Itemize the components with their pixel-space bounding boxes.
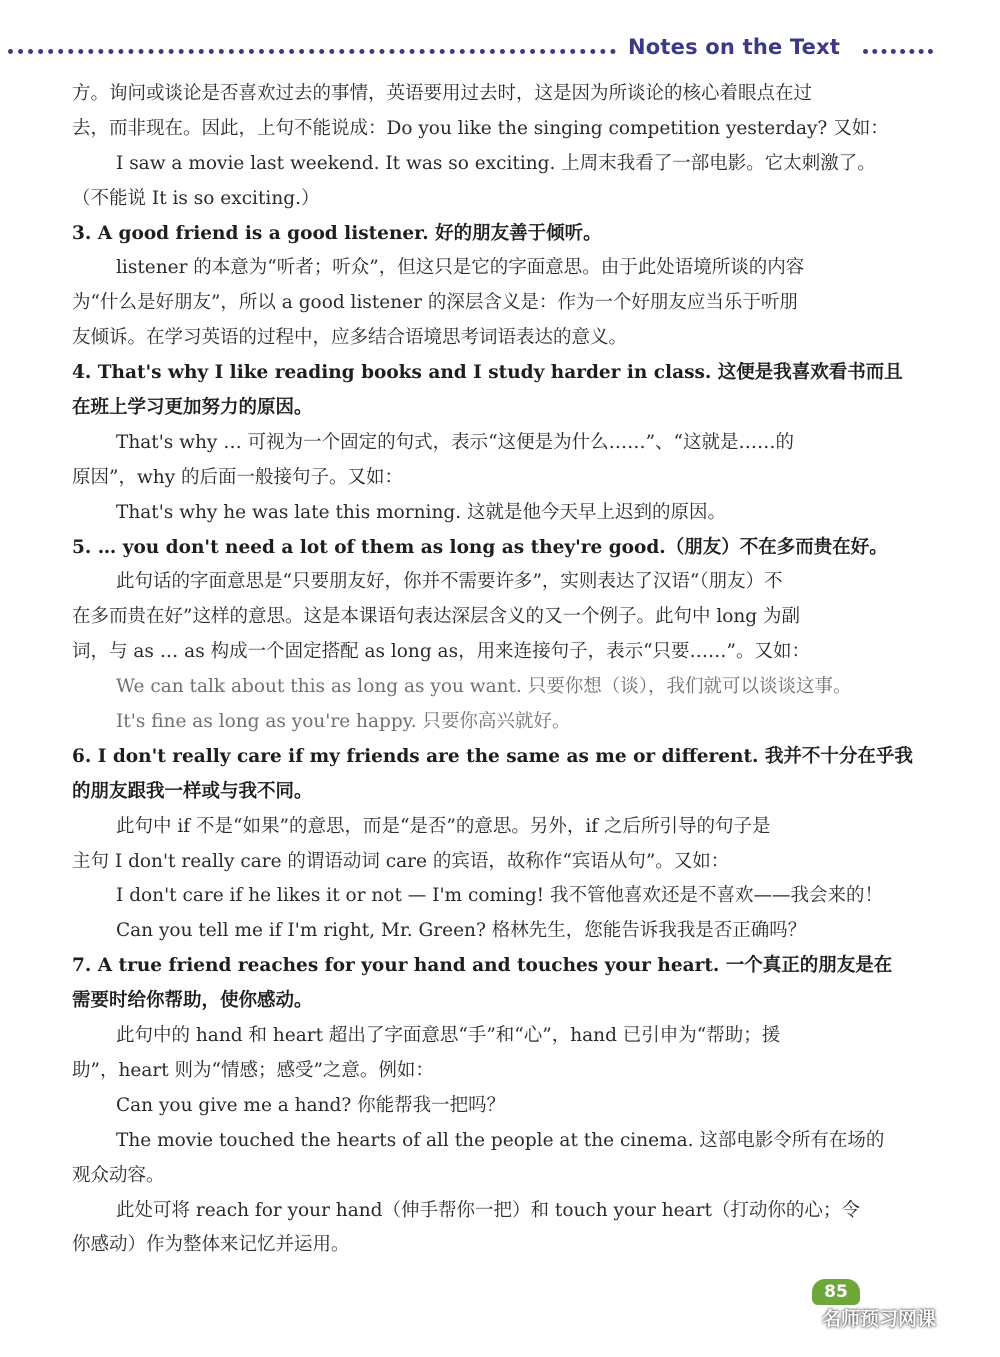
text-line: We can talk about this as long as you want. 只要你想（谈），我们就可以谈谈这事。 [116,676,852,698]
text-line: Can you tell me if I'm right, Mr. Green? 格林先生，您能告诉我我是否正确吗？ [116,920,807,942]
note-heading-line: 4. That's why I like reading books and I study harder in class. 这便是我喜欢看书而且 [72,362,903,384]
text-line: 此句话的字面意思是“只要朋友好，你并不需要许多”，实则表达了汉语“（朋友）不 [116,571,783,593]
wechat-icon [790,1306,816,1328]
note-heading-line: 6. I don't really care if my friends are the same as me or different. 我并不十分在乎我 [72,745,913,767]
watermark [790,1302,936,1332]
note-heading-line: 的朋友跟我一样或与我不同。 [72,780,313,802]
text-line: Can you give me a hand? 你能帮我一把吗？ [116,1094,506,1116]
text-line: listener 的本意为“听者；听众”，但这只是它的字面意思。由于此处语境所谈的内容 [116,257,805,279]
text-line: It's fine as long as you're happy. 只要你高兴就好。 [116,711,571,733]
note-heading-line: 7. A true friend reaches for your hand and touches your heart. 一个真正的朋友是在 [72,955,893,977]
text-line: 在多而贵在好”这样的意思。这是本课语句表达深层含义的又一个例子。此句中 long 为副 [72,606,801,628]
note-heading-line: 需要时给你帮助，使你感动。 [72,990,313,1012]
text-line: 友倾诉。在学习英语的过程中，应多结合语境思考词语表达的意义。 [72,327,628,349]
text-line: 为“什么是好朋友”，所以 a good listener 的深层含义是：作为一个好朋友应当乐于听朋 [72,292,798,314]
text-line: 你感动）作为整体来记忆并运用。 [72,1234,350,1256]
text-line: I saw a movie last weekend. It was so exciting. 上周末我看了一部电影。它太刺激了。 [116,152,876,174]
notes-body [72,77,934,1263]
text-line: 此句中的 hand 和 heart 超出了字面意思“手”和“心”，hand 已引申为“帮助；援 [116,1025,781,1047]
text-line: 此句中 if 不是“如果”的意思，而是“是否”的意思。另外，if 之后所引导的句子是 [116,815,771,837]
text-line: That's why … 可视为一个固定的句式，表示“这便是为什么……”、“这就是……的 [116,431,795,453]
page-header [0,34,1000,66]
text-line: 此处可将 reach for your hand（伸手帮你一把）和 touch your heart（打动你的心；令 [116,1199,860,1221]
text-line: 观众动容。 [72,1164,165,1186]
text-line: 主句 I don't really care 的谓语动词 care 的宾语，故称作“宾语从句”。又如： [72,850,730,872]
text-line: 去，而非现在。因此，上句不能说成：Do you like the singing competition yesterday? 又如： [72,117,889,139]
text-line: 原因”，why 的后面一般接句子。又如： [72,466,404,488]
text-line: 方。询问或谈论是否喜欢过去的事情，英语要用过去时，这是因为所谈论的核心着眼点在过 [72,83,813,104]
text-line: I don't care if he likes it or not — I'm coming! 我不管他喜欢还是不喜欢——我会来的！ [116,885,883,907]
note-heading-line: 在班上学习更加努力的原因。 [72,397,313,419]
header-dotted-rule-right [863,49,933,54]
note-heading-line: 3. A good friend is a good listener. 好的朋友善于倾听。 [72,222,602,244]
page-number: 85 [812,1279,860,1305]
text-line: That's why he was late this morning. 这就是他今天早上迟到的原因。 [116,501,726,523]
section-title: Notes on the Text [628,35,841,59]
text-line: （不能说 It is so exciting.） [72,187,320,209]
watermark-text: 名师预习网课 [822,1307,937,1330]
header-dotted-rule-left [8,49,616,54]
text-line: The movie touched the hearts of all the people at the cinema. 这部电影令所有在场的 [116,1129,885,1151]
text-line: 词，与 as … as 构成一个固定搭配 as long as，用来连接句子，表示“只要……”。又如： [72,641,810,663]
note-heading-line: 5. … you don't need a lot of them as long as they're good.（朋友）不在多而贵在好。 [72,536,888,558]
text-line: 助”，heart 则为“情感；感受”之意。例如： [72,1059,434,1081]
